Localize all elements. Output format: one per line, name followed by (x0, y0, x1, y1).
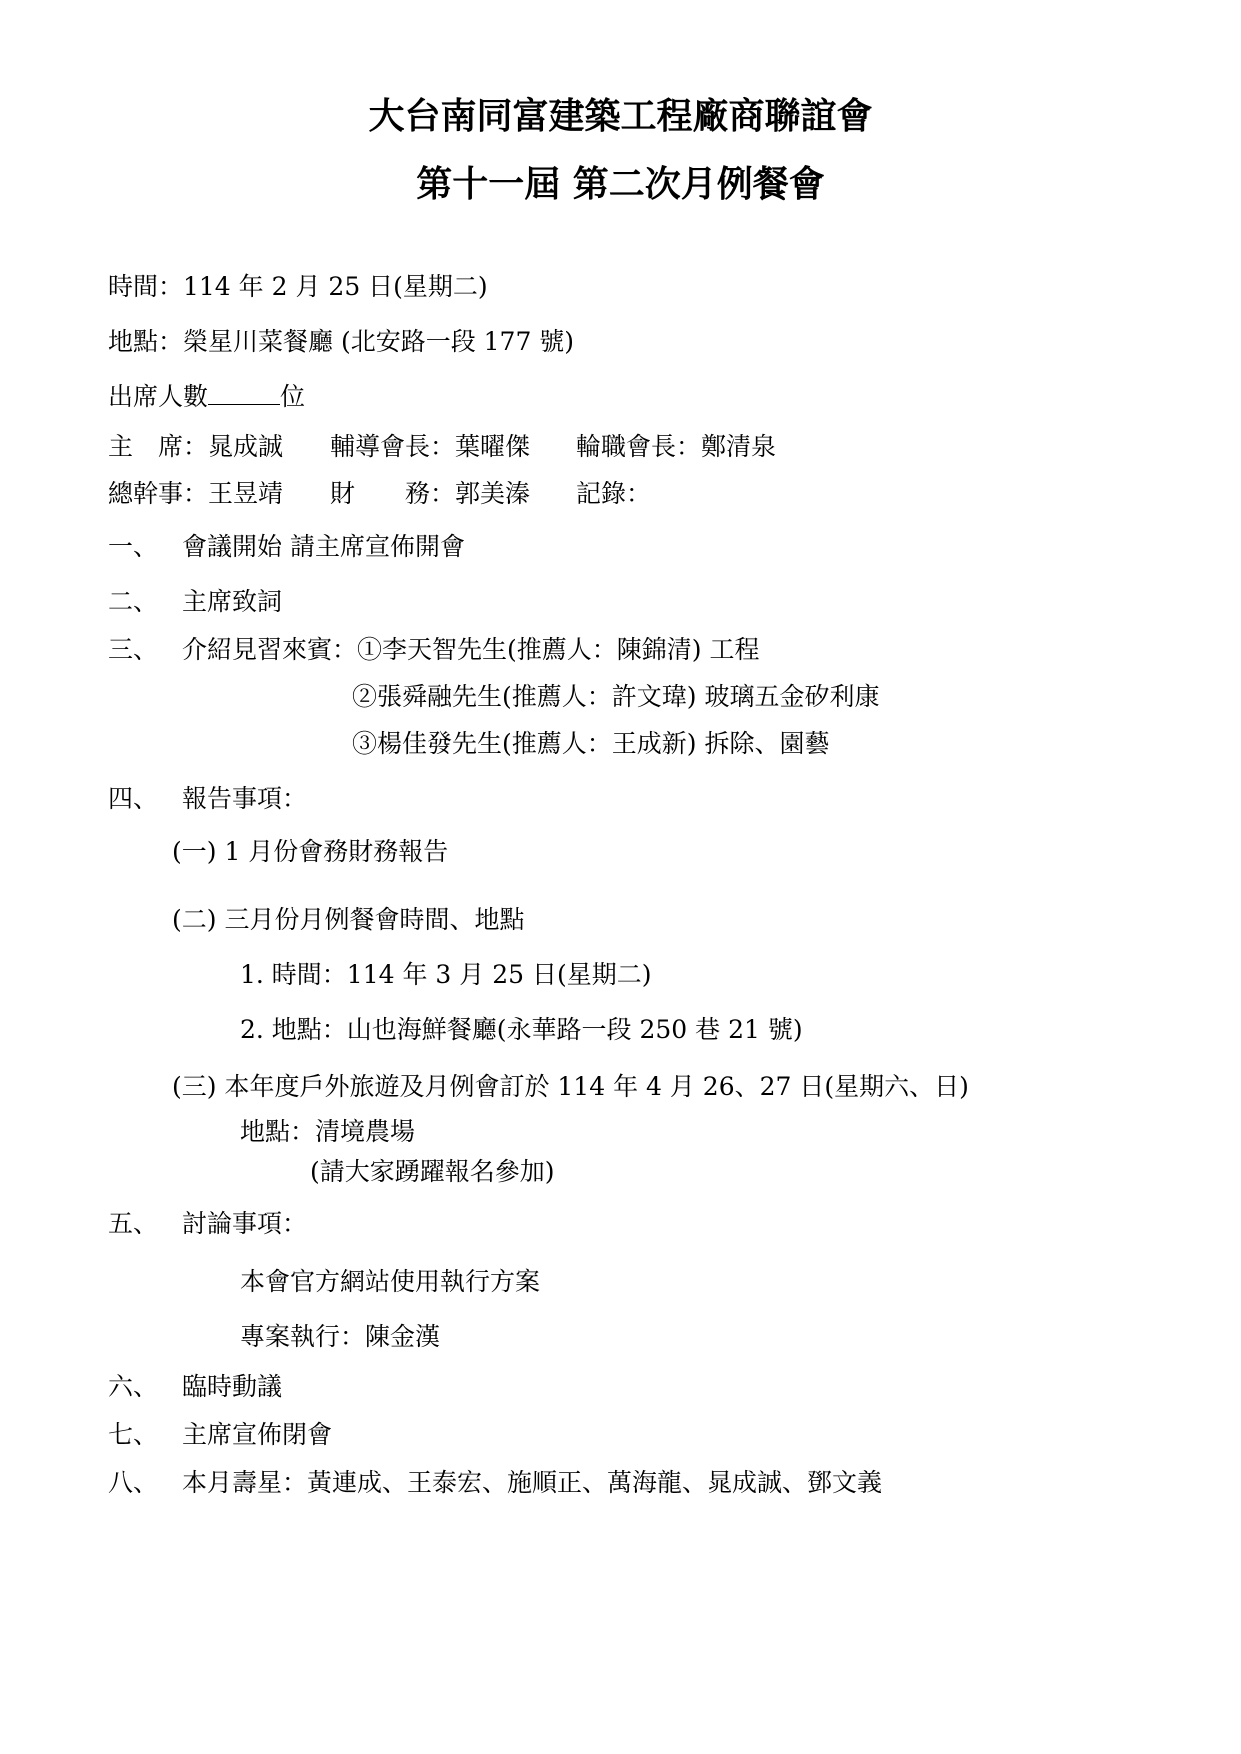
secretary-field: 總幹事：王昱靖 (108, 479, 284, 508)
section-7 (108, 1418, 332, 1452)
meeting-location: 地點：榮星川菜餐廳 (北安路一段 177 號) (108, 327, 575, 356)
discussion-executor: 專案執行：陳金漢 (240, 1322, 441, 1351)
meeting-time: 時間：114 年 2 月 25 日(星期二) (108, 272, 488, 301)
section-3-text: 介紹見習來賓：①李天智先生(推薦人：陳錦清) 工程 (182, 635, 760, 664)
section-1-number: 一、 (108, 532, 159, 561)
report-item-3: (三) 本年度戶外旅遊及月例會訂於 114 年 4 月 26、27 日(星期六、日) (172, 1072, 969, 1101)
section-5-number: 五、 (108, 1209, 159, 1238)
document-title: 大台南同富建築工程廠商聯誼會 (368, 95, 873, 137)
report-item-2-time: 1. 時間：114 年 3 月 25 日(星期二) (240, 960, 652, 989)
section-8 (108, 1466, 882, 1500)
section-6 (108, 1370, 282, 1404)
finance-field: 財 務：郭美溱 (330, 479, 531, 508)
discussion-topic: 本會官方網站使用執行方案 (240, 1267, 541, 1296)
chair-field: 主 席：晁成誠 (108, 432, 284, 461)
recorder-field: 記錄： (576, 479, 652, 508)
attendance-line (108, 380, 305, 414)
attendance-unit: 位 (280, 382, 306, 411)
advisor-field: 輔導會長：葉曜傑 (330, 432, 531, 461)
section-4-text: 報告事項： (182, 784, 308, 813)
section-7-text: 主席宣佈閉會 (182, 1420, 333, 1449)
guest-2: ②張舜融先生(推薦人：許文瑋) 玻璃五金矽利康 (352, 682, 880, 711)
section-4-number: 四、 (108, 784, 159, 813)
section-2-text: 主席致詞 (182, 587, 283, 616)
report-item-1: (一) 1 月份會務財務報告 (172, 837, 449, 866)
attendance-blank (208, 382, 280, 405)
section-4 (108, 782, 307, 816)
section-8-text: 本月壽星：黃連成、王泰宏、施順正、萬海龍、晁成誠、鄧文義 (182, 1468, 883, 1497)
report-item-3-place: 地點：清境農場 (240, 1117, 416, 1146)
report-item-2: (二) 三月份月例餐會時間、地點 (172, 905, 525, 934)
attendance-label: 出席人數 (108, 382, 209, 411)
section-2 (108, 585, 282, 619)
section-5 (108, 1207, 307, 1241)
section-8-number: 八、 (108, 1468, 159, 1497)
rotating-president-field: 輪職會長：鄭清泉 (576, 432, 777, 461)
section-1 (108, 530, 465, 564)
guest-3: ③楊佳發先生(推薦人：王成新) 拆除、園藝 (352, 729, 830, 758)
report-item-2-place: 2. 地點：山也海鮮餐廳(永華路一段 250 巷 21 號) (240, 1015, 803, 1044)
section-2-number: 二、 (108, 587, 159, 616)
section-3 (108, 633, 759, 667)
section-1-text: 會議開始 請主席宣佈開會 (182, 532, 465, 561)
section-5-text: 討論事項： (182, 1209, 308, 1238)
report-item-3-note: (請大家踴躍報名參加) (310, 1157, 555, 1186)
section-6-number: 六、 (108, 1372, 159, 1401)
section-7-number: 七、 (108, 1420, 159, 1449)
section-6-text: 臨時動議 (182, 1372, 283, 1401)
document-subtitle: 第十一屆 第二次月例餐會 (416, 163, 825, 205)
section-3-number: 三、 (108, 635, 159, 664)
